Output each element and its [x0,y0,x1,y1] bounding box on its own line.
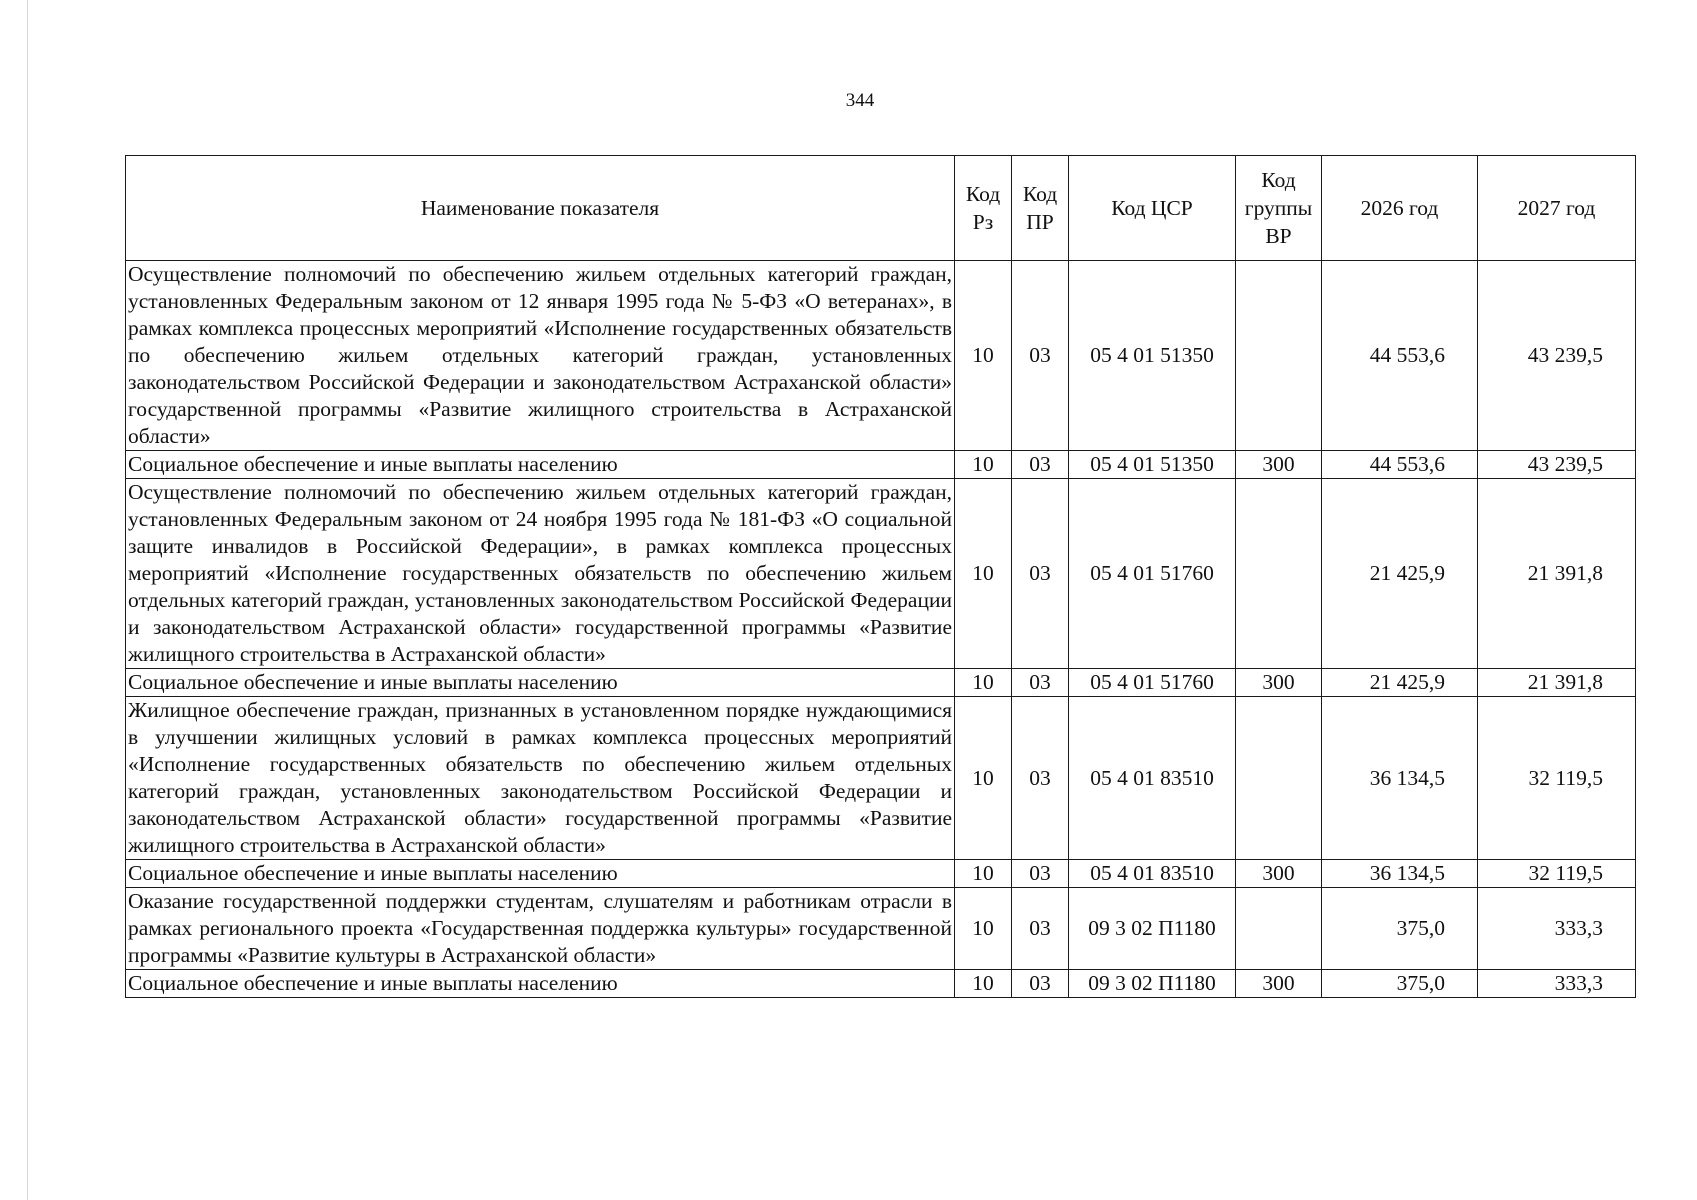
row-name: Социальное обеспечение и иные выплаты населению [126,860,955,888]
row-2027: 43 239,5 [1478,451,1636,479]
row-pr: 03 [1012,669,1069,697]
scan-edge-line [27,0,28,1200]
row-csr: 05 4 01 51350 [1069,261,1236,451]
row-2026: 44 553,6 [1322,451,1478,479]
row-rz: 10 [955,888,1012,970]
header-2026: 2026 год [1322,156,1478,261]
row-csr: 09 3 02 П1180 [1069,970,1236,998]
row-pr: 03 [1012,261,1069,451]
row-vr: 300 [1236,669,1322,697]
row-csr: 05 4 01 51350 [1069,451,1236,479]
row-name: Социальное обеспечение и иные выплаты населению [126,669,955,697]
row-vr [1236,888,1322,970]
row-rz: 10 [955,479,1012,669]
table-row [126,970,1636,998]
row-pr: 03 [1012,860,1069,888]
row-pr: 03 [1012,697,1069,860]
row-name: Осуществление полномочий по обеспечению жильем отдельных категорий граждан, установленных Федеральным законом от 12 января 1995 года № 5-ФЗ «О ветеранах», в рамках комплекса процессных мероприятий «Исполнение государственных обязательств по обеспечению жильем отдельных категорий граждан, установленных законодательством Российской Федерации и законодательством Астраханской области» государственной программы «Развитие жилищного строительства в Астраханской области» [126,261,955,451]
row-2026: 44 553,6 [1322,261,1478,451]
row-pr: 03 [1012,479,1069,669]
table-row [126,860,1636,888]
row-name: Осуществление полномочий по обеспечению жильем отдельных категорий граждан, установленных Федеральным законом от 24 ноября 1995 года № 181-ФЗ «О социальной защите инвалидов в Российской Федерации», в рамках комплекса процессных мероприятий «Исполнение государственных обязательств по обеспечению жильем отдельных категорий граждан, установленных законодательством Российской Федерации и законодательством Астраханской области» государственной программы «Развитие жилищного строительства в Астраханской области» [126,479,955,669]
row-vr [1236,479,1322,669]
row-2026: 375,0 [1322,970,1478,998]
table-row [126,451,1636,479]
page-number: 344 [845,90,875,111]
row-2026: 36 134,5 [1322,697,1478,860]
table-row [126,669,1636,697]
row-csr: 09 3 02 П1180 [1069,888,1236,970]
table-row [126,697,1636,860]
row-vr: 300 [1236,860,1322,888]
table-header-row [126,156,1636,261]
row-2027: 21 391,8 [1478,479,1636,669]
row-pr: 03 [1012,451,1069,479]
header-csr: Код ЦСР [1069,156,1236,261]
row-2027: 21 391,8 [1478,669,1636,697]
row-2027: 32 119,5 [1478,860,1636,888]
row-csr: 05 4 01 51760 [1069,669,1236,697]
row-name: Оказание государственной поддержки студентам, слушателям и работникам отрасли в рамках регионального проекта «Государственная поддержка культуры» государственной программы «Развитие культуры в Астраханской области» [126,888,955,970]
row-rz: 10 [955,697,1012,860]
row-2027: 333,3 [1478,970,1636,998]
row-pr: 03 [1012,888,1069,970]
row-vr [1236,697,1322,860]
header-rz: Код Рз [955,156,1012,261]
table-row [126,479,1636,669]
budget-table-container [125,155,1635,998]
table-row [126,888,1636,970]
budget-table [125,155,1636,998]
row-pr: 03 [1012,970,1069,998]
row-2027: 32 119,5 [1478,697,1636,860]
row-vr: 300 [1236,451,1322,479]
row-csr: 05 4 01 51760 [1069,479,1236,669]
row-name: Социальное обеспечение и иные выплаты населению [126,451,955,479]
table-row [126,261,1636,451]
row-rz: 10 [955,970,1012,998]
row-csr: 05 4 01 83510 [1069,860,1236,888]
header-2027: 2027 год [1478,156,1636,261]
row-2027: 43 239,5 [1478,261,1636,451]
row-rz: 10 [955,261,1012,451]
row-2026: 21 425,9 [1322,669,1478,697]
header-pr: Код ПР [1012,156,1069,261]
row-2026: 375,0 [1322,888,1478,970]
row-rz: 10 [955,451,1012,479]
row-rz: 10 [955,669,1012,697]
row-vr [1236,261,1322,451]
row-vr: 300 [1236,970,1322,998]
row-csr: 05 4 01 83510 [1069,697,1236,860]
header-vr: Код группы ВР [1236,156,1322,261]
header-name: Наименование показателя [126,156,955,261]
row-name: Социальное обеспечение и иные выплаты населению [126,970,955,998]
row-2026: 36 134,5 [1322,860,1478,888]
row-name: Жилищное обеспечение граждан, признанных в установленном порядке нуждающимися в улучшении жилищных условий в рамках комплекса процессных мероприятий «Исполнение государственных обязательств по обеспечению жильем отдельных категорий граждан, установленных законодательством Российской Федерации и законодательством Астраханской области» государственной программы «Развитие жилищного строительства в Астраханской области» [126,697,955,860]
row-2027: 333,3 [1478,888,1636,970]
row-rz: 10 [955,860,1012,888]
row-2026: 21 425,9 [1322,479,1478,669]
